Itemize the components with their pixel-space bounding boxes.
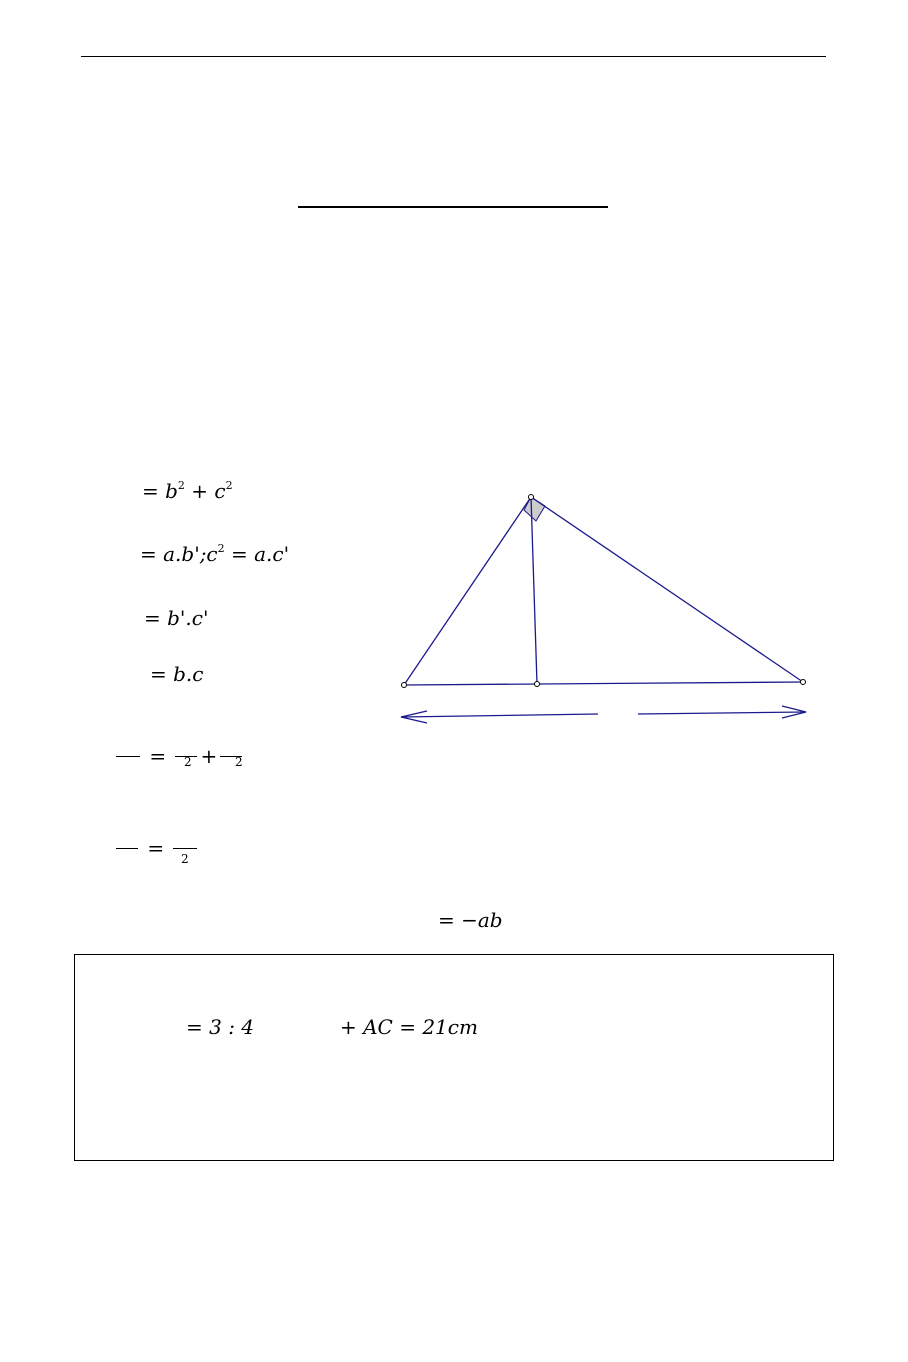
exercise-box [74,954,834,1161]
formula-centered: = −ab [438,908,503,932]
formula-altitude-squared: = b'.c' [144,606,209,630]
formula-subscript: 2 [181,852,189,866]
formula-reciprocal-equality: = [116,838,200,858]
side-bc [404,682,803,685]
vertex-a [529,495,534,500]
formula-subscript: 2 [184,755,192,769]
vertex-c [801,680,806,685]
formula-area-product: = b.c [150,662,204,686]
formula-reciprocal-squares: = + [116,746,245,766]
vertex-b [402,683,407,688]
right-angle-marker [524,497,545,521]
formula-leg-projection: = $a.b';c^2 = a.c'$ [140,542,290,566]
side-ab [404,497,531,685]
exercise-ratio: = 3 : 4 [186,1015,255,1039]
altitude-ah [531,497,537,684]
exercise-sum: + AC = 21cm [340,1015,478,1039]
formula-subscript: 2 [235,755,243,769]
dimension-arrow-left [401,714,598,717]
side-ac [531,497,803,682]
vertex-h [535,682,540,687]
formula-pythagoras: = $b^2 + c^2$ [142,479,233,503]
dimension-arrow-right [638,712,806,714]
